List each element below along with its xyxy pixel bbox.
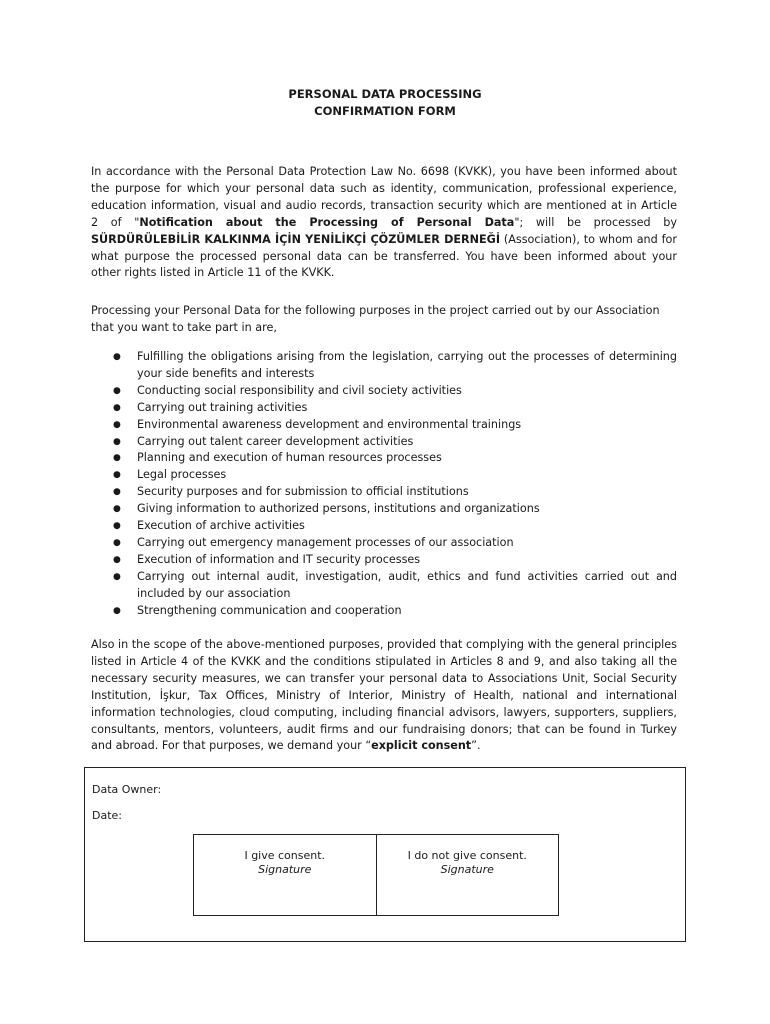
title-line-2: CONFIRMATION FORM xyxy=(314,104,456,118)
title-line-1: PERSONAL DATA PROCESSING xyxy=(288,87,482,101)
explicit-consent: explicit consent xyxy=(371,739,472,753)
consent-form-box xyxy=(84,767,686,942)
intro-end: (Association), to whom and for what purpose the processed personal data can be transferred. You have been informed about your other rights listed in Article 11 of the KVKK. xyxy=(91,232,677,280)
notice-title: Notification about the Processing of Personal Data xyxy=(139,215,515,229)
purpose-item: ● Environmental awareness development and environmental trainings xyxy=(91,417,677,434)
association-name: SÜRDÜRÜLEBİLİR KALKINMA İÇİN YENİLİKÇİ ÇÖZÜMLER DERNEĞİ xyxy=(91,232,501,246)
date-label: Date: xyxy=(92,809,122,822)
intro-mid: "; will be processed by xyxy=(514,215,677,229)
purpose-item: ● Carrying out training activities xyxy=(91,400,677,417)
purpose-item: ● Conducting social responsibility and civil society activities xyxy=(91,383,677,400)
purpose-item: ● Carrying out talent career development activities xyxy=(91,434,677,451)
purpose-item: ● Execution of information and IT security processes xyxy=(91,552,677,569)
give-consent-signature: Signature xyxy=(258,863,312,876)
transfer-paragraph xyxy=(91,637,677,755)
consent-table xyxy=(193,834,559,916)
transfer-text: Also in the scope of the above-mentioned purposes, provided that complying with the general principles listed in Article 4 of the KVKK and the conditions stipulated in Articles 8 and 9, and also taking all the necessary security measures, we can transfer your personal data to Associations Unit, Social Security Institution, İşkur, Tax Offices, Ministry of Interior, Ministry of Health, national and international information technologies, cloud computing, including financial advisors, lawyers, supporters, suppliers, consultants, mentors, volunteers, audit firms and our fundraising donors; that can be found in Turkey and abroad. For that purposes, we demand your “ xyxy=(91,638,677,753)
intro-paragraph xyxy=(91,164,677,282)
purpose-item: ● Planning and execution of human resources processes xyxy=(91,450,677,467)
give-consent-label: I give consent. xyxy=(244,849,326,862)
give-consent-cell[interactable] xyxy=(194,835,376,915)
data-owner-label: Data Owner: xyxy=(92,783,162,796)
purpose-item: ● Carrying out internal audit, investigation, audit, ethics and fund activities carried out and included by our association xyxy=(91,569,677,603)
intro-text: In accordance with the Personal Data Protection Law No. 6698 (KVKK), you have been informed about the purpose for which your personal data such as identity, communication, professional experience, education information, visual and audio records, transaction security which are mentioned at in Article 2 of " xyxy=(91,165,677,229)
purpose-item: ● Execution of archive activities xyxy=(91,518,677,535)
purpose-item: ● Legal processes xyxy=(91,467,677,484)
purpose-list xyxy=(91,349,677,620)
transfer-end: ”. xyxy=(471,739,481,753)
no-consent-signature: Signature xyxy=(440,863,494,876)
purpose-item: ● Security purposes and for submission to official institutions xyxy=(91,484,677,501)
purpose-item: ● Fulfilling the obligations arising from the legislation, carrying out the processes of determining your side benefits and interests xyxy=(91,349,677,383)
no-consent-label: I do not give consent. xyxy=(407,849,527,862)
purpose-item: ● Giving information to authorized persons, institutions and organizations xyxy=(91,501,677,518)
purpose-item: ● Carrying out emergency management processes of our association xyxy=(91,535,677,552)
document-title xyxy=(0,86,770,120)
purposes-intro: Processing your Personal Data for the following purposes in the project carried out by our Association that you want to take part in are, xyxy=(91,304,660,334)
purpose-item: ● Strengthening communication and cooperation xyxy=(91,603,677,620)
no-consent-cell[interactable] xyxy=(376,835,559,915)
